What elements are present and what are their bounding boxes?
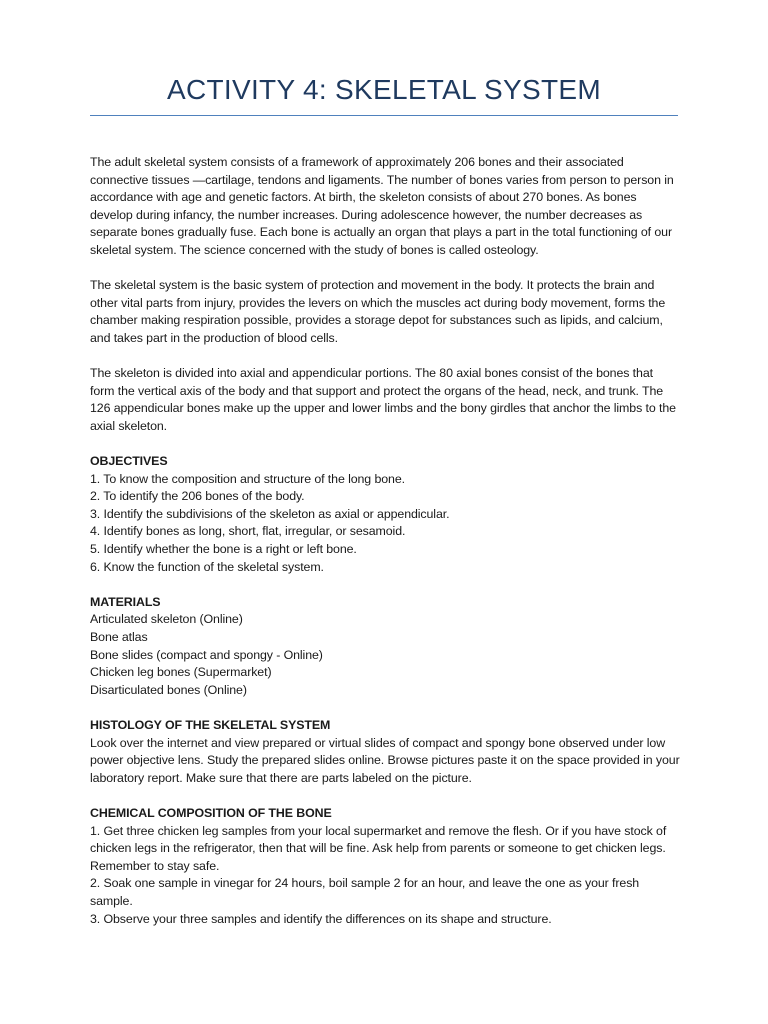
- material-item: Disarticulated bones (Online): [90, 682, 247, 697]
- materials-section: [90, 594, 680, 700]
- page-title: ACTIVITY 4: SKELETAL SYSTEM: [167, 74, 601, 105]
- division-paragraph: The skeleton is divided into axial and appendicular portions. The 80 axial bones consist of the bones that form the vertical axis of the body and that support and protect the organs of the head, neck, and trunk. The 126 appendicular bones make up the upper and lower limbs and the bony girdles that anchor the limbs to the axial skeleton.: [90, 366, 676, 433]
- chemical-composition-heading: CHEMICAL COMPOSITION OF THE BONE: [90, 805, 332, 820]
- material-item: Bone atlas: [90, 630, 148, 645]
- protection-paragraph: The skeletal system is the basic system of protection and movement in the body. It protects the brain and other vital parts from injury, provides the levers on which the muscles act during body movement, forms the chamber making respiration possible, provides a storage depot for substances such as lipids, and calcium, and takes part in the production of blood cells.: [90, 278, 666, 345]
- title-divider: [90, 115, 678, 116]
- objective-item: 3. Identify the subdivisions of the skeleton as axial or appendicular.: [90, 506, 450, 521]
- histology-heading: HISTOLOGY OF THE SKELETAL SYSTEM: [90, 718, 331, 732]
- materials-heading: MATERIALS: [90, 594, 161, 609]
- objective-item: 5. Identify whether the bone is a right or left bone.: [90, 542, 357, 557]
- histology-section: [90, 717, 680, 787]
- material-item: Bone slides (compact and spongy - Online): [90, 647, 323, 662]
- chemical-composition-section: [90, 805, 680, 928]
- histology-text: Look over the internet and view prepared or virtual slides of compact and spongy bone observed under low power objective lens. Study the prepared slides online. Browse pictures paste it on the space provided in your laboratory report. Make sure that there are parts labeled on the picture.: [90, 735, 680, 785]
- objective-item: 2. To identify the 206 bones of the body.: [90, 489, 305, 504]
- objective-item: 1. To know the composition and structure of the long bone.: [90, 471, 405, 486]
- chemical-step: 3. Observe your three samples and identify the differences on its shape and structure.: [90, 911, 552, 926]
- material-item: Chicken leg bones (Supermarket): [90, 665, 272, 680]
- intro-paragraph: The adult skeletal system consists of a framework of approximately 206 bones and their associated connective tissues —cartilage, tendons and ligaments. The number of bones varies from person to person in accordance with age and genetic factors. At birth, the skeleton consists of about 270 bones. As bones develop during infancy, the number increases. During adolescence however, the number decreases as separate bones gradually fuse. Each bone is actually an organ that plays a part in the total functioning of our skeletal system. The science concerned with the study of bones is called osteology.: [90, 155, 674, 257]
- objectives-heading: OBJECTIVES: [90, 454, 168, 469]
- document-body: [90, 154, 680, 946]
- chemical-step: 2. Soak one sample in vinegar for 24 hours, boil sample 2 for an hour, and leave the one as your fresh sample.: [90, 876, 640, 908]
- objective-item: 4. Identify bones as long, short, flat, irregular, or sesamoid.: [90, 524, 406, 539]
- material-item: Articulated skeleton (Online): [90, 612, 243, 627]
- objectives-section: [90, 453, 680, 576]
- chemical-step: 1. Get three chicken leg samples from your local supermarket and remove the flesh. Or if you have stock of chicken legs in the refrigerator, then that will be fine. Ask help from parents or someone to get chicken legs. Remember to stay safe.: [90, 823, 667, 873]
- objective-item: 6. Know the function of the skeletal system.: [90, 559, 324, 574]
